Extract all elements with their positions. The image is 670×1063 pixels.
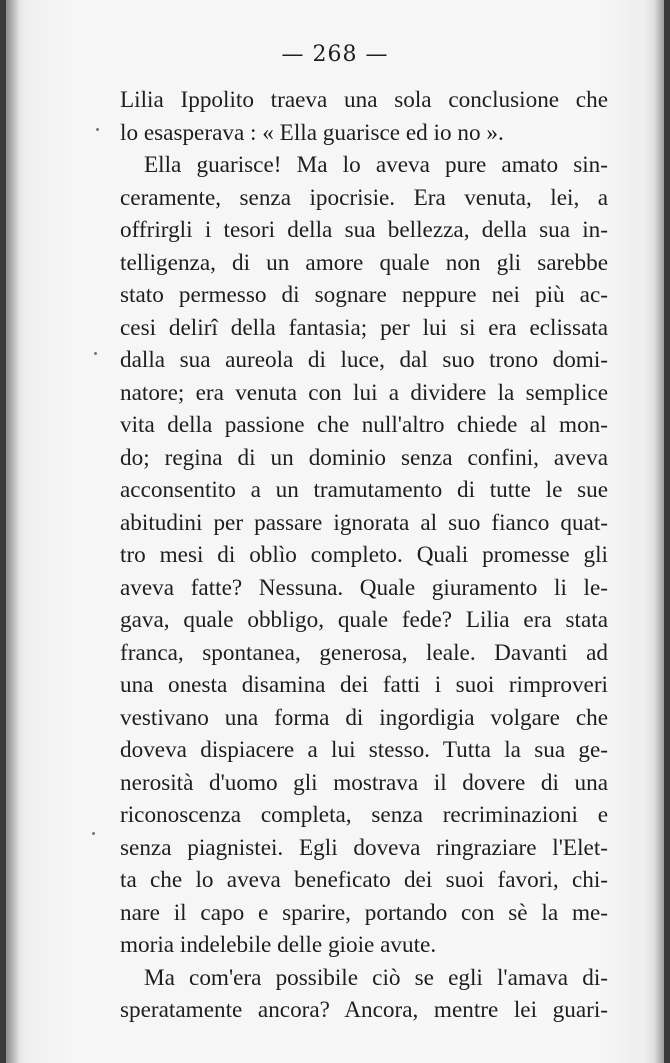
text-line: speratamente ancora? Ancora, mentre lei guari-	[120, 997, 608, 1023]
text-line: do; regina di un dominio senza confini, aveva	[120, 444, 608, 471]
text-line: stato permesso di sognare neppure nei più ac-	[120, 282, 608, 308]
paper-speck	[96, 128, 99, 131]
text-line: franca, spontanea, generosa, leale. Davanti ad	[120, 639, 608, 666]
text-line: nare il capo e sparire, portando con sè la me-	[120, 899, 608, 926]
text-line: natore; era venuta con lui a dividere la semplice	[120, 379, 608, 406]
text-line: ta che lo aveva beneficato dei suoi favori, chi-	[120, 867, 608, 893]
text-line: dalla sua aureola di luce, dal suo trono domi-	[120, 347, 608, 373]
text-line: una onesta disamina dei fatti i suoi rimproveri	[120, 672, 608, 698]
text-line: abitudini per passare ignorata al suo fianco quat-	[120, 509, 608, 536]
book-page	[6, 0, 664, 1063]
text-line: lo esasperava : « Ella guarisce ed io no ».	[120, 119, 504, 146]
text-line: offrirgli i tesori della sua bellezza, della sua in-	[120, 217, 608, 243]
text-line: Ella guarisce! Ma lo aveva pure amato sin-	[144, 152, 608, 178]
text-line: acconsentito a un tramutamento di tutte le sue	[120, 477, 608, 503]
text-line: gava, quale obbligo, quale fede? Lilia era stata	[120, 607, 608, 633]
text-line: doveva dispiacere a lui stesso. Tutta la sua ge-	[120, 737, 608, 763]
text-line: cesi delirî della fantasia; per lui si era eclissata	[120, 314, 608, 341]
page-gutter-shadow	[6, 0, 20, 1063]
text-line: tro mesi di oblìo completo. Quali promesse gli	[120, 542, 608, 568]
page-number: — 268 —	[281, 42, 389, 67]
text-line: aveva fatte? Nessuna. Quale giuramento li le-	[120, 574, 608, 601]
paper-speck	[94, 352, 97, 355]
text-line: ceramente, senza ipocrisie. Era venuta, lei, a	[120, 184, 608, 211]
paper-speck	[92, 832, 95, 835]
text-line: telligenza, di un amore quale non gli sarebbe	[120, 249, 608, 276]
text-line: vestivano una forma di ingordigia volgare che	[120, 704, 608, 731]
text-line: nerosità d'uomo gli mostrava il dovere di una	[120, 769, 608, 796]
text-line: Ma com'era possibile ciò se egli l'amava di-	[144, 964, 608, 991]
text-line: Lilia Ippolito traeva una sola conclusione che	[120, 87, 608, 113]
page-edge-shadow	[654, 0, 664, 1063]
text-line: riconoscenza completa, senza recriminazioni e	[120, 802, 608, 828]
text-line: senza piagnistei. Egli doveva ringraziare l'Elet-	[120, 834, 608, 861]
text-line: moria indelebile delle gioie avute.	[120, 932, 437, 958]
body-text	[120, 84, 608, 1027]
text-line: vita della passione che null'altro chiede al mon-	[120, 412, 608, 438]
